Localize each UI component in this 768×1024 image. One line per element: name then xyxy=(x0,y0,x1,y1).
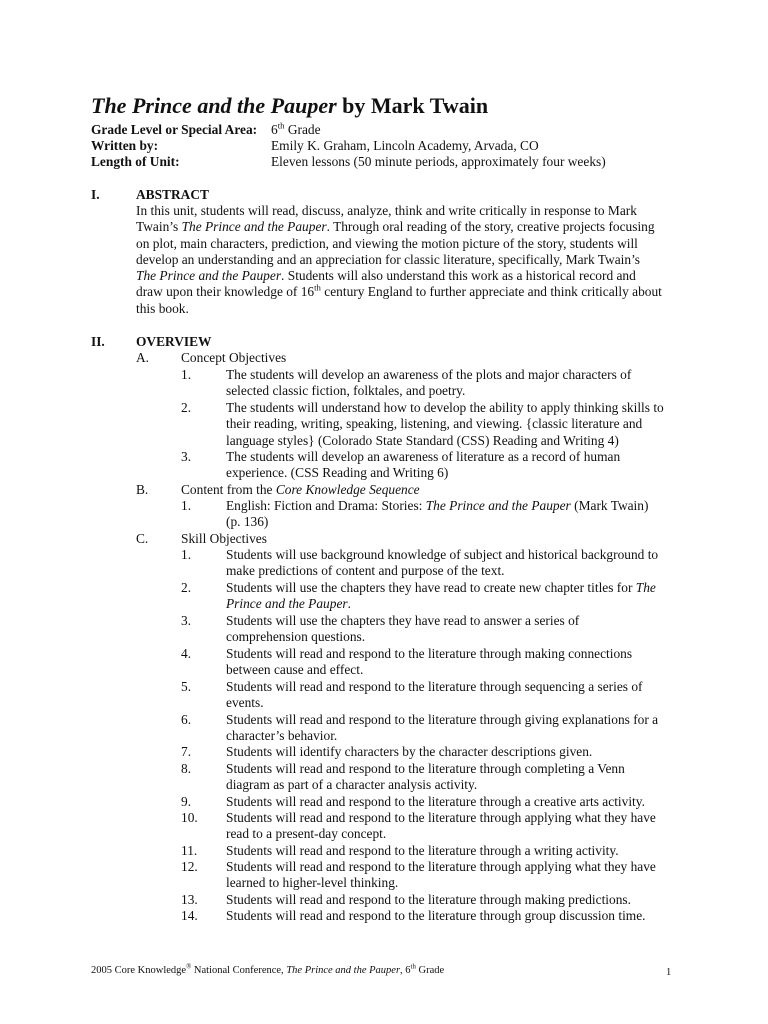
skill-item-line: Students will read and respond to the literature through a writing activity. xyxy=(226,843,619,858)
skill-item-line: read to a present-day concept. xyxy=(226,826,387,842)
section-1-number: I. xyxy=(91,187,100,202)
skill-item-text xyxy=(226,794,686,810)
meta-grade-label: Grade Level or Special Area: xyxy=(91,122,258,137)
skill-item-line: make predictions of content and purpose of the text. xyxy=(226,563,505,579)
abstract-line xyxy=(136,268,684,284)
subsection-b-title-italic: Core Knowledge Sequence xyxy=(275,482,420,497)
concept-item-text xyxy=(226,449,686,482)
skill-item-line: Students will read and respond to the literature through completing a Venn xyxy=(226,761,625,776)
skill-item-text-part: Students will use the chapters they have read to create new chapter titles for xyxy=(226,580,636,595)
subsection-c-title: Skill Objectives xyxy=(181,531,267,546)
skill-item-text xyxy=(226,613,686,646)
skill-item-text xyxy=(226,892,686,908)
section-2-number: II. xyxy=(91,334,105,349)
footer-text: National Conference, xyxy=(191,965,287,976)
skill-item-line xyxy=(226,596,686,612)
meta-length-value: Eleven lessons (50 minute periods, approximately four weeks) xyxy=(271,154,606,169)
skill-item-line: comprehension questions. xyxy=(226,629,366,645)
concept-item-text xyxy=(226,400,686,449)
skill-item-number: 11. xyxy=(181,843,198,858)
meta-grade xyxy=(91,122,691,138)
skill-item-number: 7. xyxy=(181,744,192,759)
subsection-b-letter: B. xyxy=(136,482,149,497)
abstract-text: . Students will also understand this work as a historical record and xyxy=(281,268,636,284)
abstract-line: In this unit, students will read, discuss, analyze, think and write critically in response to Mark xyxy=(136,203,637,218)
content-item-text xyxy=(226,498,686,531)
skill-item-text xyxy=(226,843,686,859)
abstract-text: century England to further appreciate and think critically about xyxy=(320,284,662,300)
skill-item-line: between cause and effect. xyxy=(226,662,364,678)
skill-item-number: 1. xyxy=(181,547,192,562)
skill-item-number: 3. xyxy=(181,613,192,628)
skill-item-number: 12. xyxy=(181,859,198,874)
abstract-paragraph xyxy=(136,203,684,317)
meta-grade-sup: th xyxy=(277,120,285,131)
meta-grade-number: 6 xyxy=(271,122,278,137)
page-footer xyxy=(91,963,444,979)
document-title xyxy=(91,92,488,120)
subsection-c-letter: C. xyxy=(136,531,149,546)
skill-item-text xyxy=(226,908,686,924)
skill-item-line: Students will use the chapters they have read to answer a series of xyxy=(226,613,580,628)
concept-item-number: 3. xyxy=(181,449,192,464)
skill-item-number: 14. xyxy=(181,908,198,923)
abstract-book-title: The Prince and the Pauper xyxy=(181,219,327,235)
concept-item-line: The students will develop an awareness of the plots and major characters of xyxy=(226,367,632,382)
concept-item-line: The students will develop an awareness of literature as a record of human xyxy=(226,449,621,464)
meta-author-value: Emily K. Graham, Lincoln Academy, Arvada, CO xyxy=(271,138,539,153)
abstract-line xyxy=(136,284,684,300)
abstract-line: this book. xyxy=(136,300,189,316)
concept-item-number: 1. xyxy=(181,367,192,382)
content-item-book-title: The Prince and the Pauper xyxy=(425,498,571,513)
skill-item-text xyxy=(226,859,686,892)
skill-item-line: Students will read and respond to the literature through group discussion time. xyxy=(226,908,646,923)
concept-item-line: The students will understand how to develop the ability to apply thinking skills to xyxy=(226,400,664,415)
skill-item-number: 6. xyxy=(181,712,192,727)
skill-item-line: Students will read and respond to the literature through sequencing a series of xyxy=(226,679,643,694)
section-2-title: OVERVIEW xyxy=(136,334,212,349)
skill-item-line: Students will identify characters by the character descriptions given. xyxy=(226,744,593,759)
skill-item-line: events. xyxy=(226,695,264,711)
content-item-line: (p. 136) xyxy=(226,514,269,530)
subsection-a-title: Concept Objectives xyxy=(181,350,287,365)
skill-item-line: Students will read and respond to the literature through a creative arts activity. xyxy=(226,794,645,809)
subsection-a-letter: A. xyxy=(136,350,150,365)
skill-item-line: Students will read and respond to the literature through making connections xyxy=(226,646,633,661)
skill-item-text xyxy=(226,679,686,712)
skill-item-number: 9. xyxy=(181,794,192,809)
meta-length xyxy=(91,154,691,170)
meta-length-label: Length of Unit: xyxy=(91,154,180,169)
skill-item-text xyxy=(226,547,686,580)
skill-item-text xyxy=(226,761,686,794)
skill-item-number: 10. xyxy=(181,810,198,825)
skill-item-line: Students will read and respond to the literature through applying what they have xyxy=(226,810,656,825)
skill-item-line: Students will use background knowledge of subject and historical background to xyxy=(226,547,659,562)
title-book-name: The Prince and the Pauper xyxy=(91,93,337,118)
skill-item-line: diagram as part of a character analysis activity. xyxy=(226,777,478,793)
meta-author xyxy=(91,138,691,154)
skill-item-text-part: . xyxy=(347,596,351,612)
skill-item-number: 8. xyxy=(181,761,192,776)
concept-item-number: 2. xyxy=(181,400,192,415)
abstract-text: Twain’s xyxy=(136,219,182,235)
footer-book-title: The Prince and the Pauper xyxy=(286,965,401,976)
skill-item-line xyxy=(226,580,686,596)
abstract-text: draw upon their knowledge of 16 xyxy=(136,284,315,300)
footer-text: , 6 xyxy=(400,965,411,976)
skill-item-number: 4. xyxy=(181,646,192,661)
skill-item-text xyxy=(226,712,686,745)
page-number: 1 xyxy=(666,967,672,978)
content-item-text-part: (Mark Twain) xyxy=(570,498,649,513)
title-author: by Mark Twain xyxy=(336,93,489,118)
concept-item-line: language styles} (Colorado State Standard (CSS) Reading and Writing 4) xyxy=(226,432,619,448)
abstract-sup: th xyxy=(314,283,321,294)
skill-item-number: 13. xyxy=(181,892,198,907)
meta-grade-suffix: Grade xyxy=(284,122,321,137)
meta-grade-value xyxy=(271,122,321,138)
abstract-line: on plot, main characters, prediction, and viewing the motion picture of the story, students will xyxy=(136,235,638,251)
skill-item-text xyxy=(226,810,686,843)
meta-author-label: Written by: xyxy=(91,138,159,153)
skill-item-line: character’s behavior. xyxy=(226,728,338,744)
skill-item-text xyxy=(226,744,686,760)
footer-text: 2005 Core Knowledge xyxy=(91,965,187,976)
footer-text: Grade xyxy=(415,965,445,976)
skill-item-number: 2. xyxy=(181,580,192,595)
section-1-title: ABSTRACT xyxy=(136,187,209,202)
registered-mark: ® xyxy=(186,963,192,971)
concept-item-text xyxy=(226,367,686,400)
skill-item-line: Students will read and respond to the literature through applying what they have xyxy=(226,859,656,874)
content-item-text-part: English: Fiction and Drama: Stories: xyxy=(226,498,426,513)
abstract-line: develop an understanding and an appreciation for classic literature, specifically, Mark Twain’s xyxy=(136,251,641,267)
concept-item-line: selected classic fiction, folktales, and poetry. xyxy=(226,383,466,399)
abstract-text: . Through oral reading of the story, creative projects focusing xyxy=(326,219,655,235)
subsection-b-title xyxy=(181,482,420,498)
skill-item-number: 5. xyxy=(181,679,192,694)
skill-item-book-title: The xyxy=(635,580,656,595)
subsection-b-title-text: Content from the xyxy=(181,482,276,497)
skill-item-line: Students will read and respond to the literature through making predictions. xyxy=(226,892,631,907)
skill-item-text xyxy=(226,646,686,679)
abstract-line xyxy=(136,219,684,235)
skill-item-line: Students will read and respond to the literature through giving explanations for a xyxy=(226,712,659,727)
skill-item-book-title: Prince and the Pauper xyxy=(226,596,348,612)
concept-item-line: experience. (CSS Reading and Writing 6) xyxy=(226,465,449,481)
content-item-number: 1. xyxy=(181,498,192,513)
skill-item-line: learned to higher-level thinking. xyxy=(226,875,399,891)
abstract-book-title: The Prince and the Pauper xyxy=(136,268,282,284)
content-item-line xyxy=(226,498,686,514)
skill-item-text xyxy=(226,580,686,613)
concept-item-line: their reading, writing, speaking, listening, and viewing. {classic literature and xyxy=(226,416,643,432)
footer-sup: th xyxy=(410,963,416,971)
